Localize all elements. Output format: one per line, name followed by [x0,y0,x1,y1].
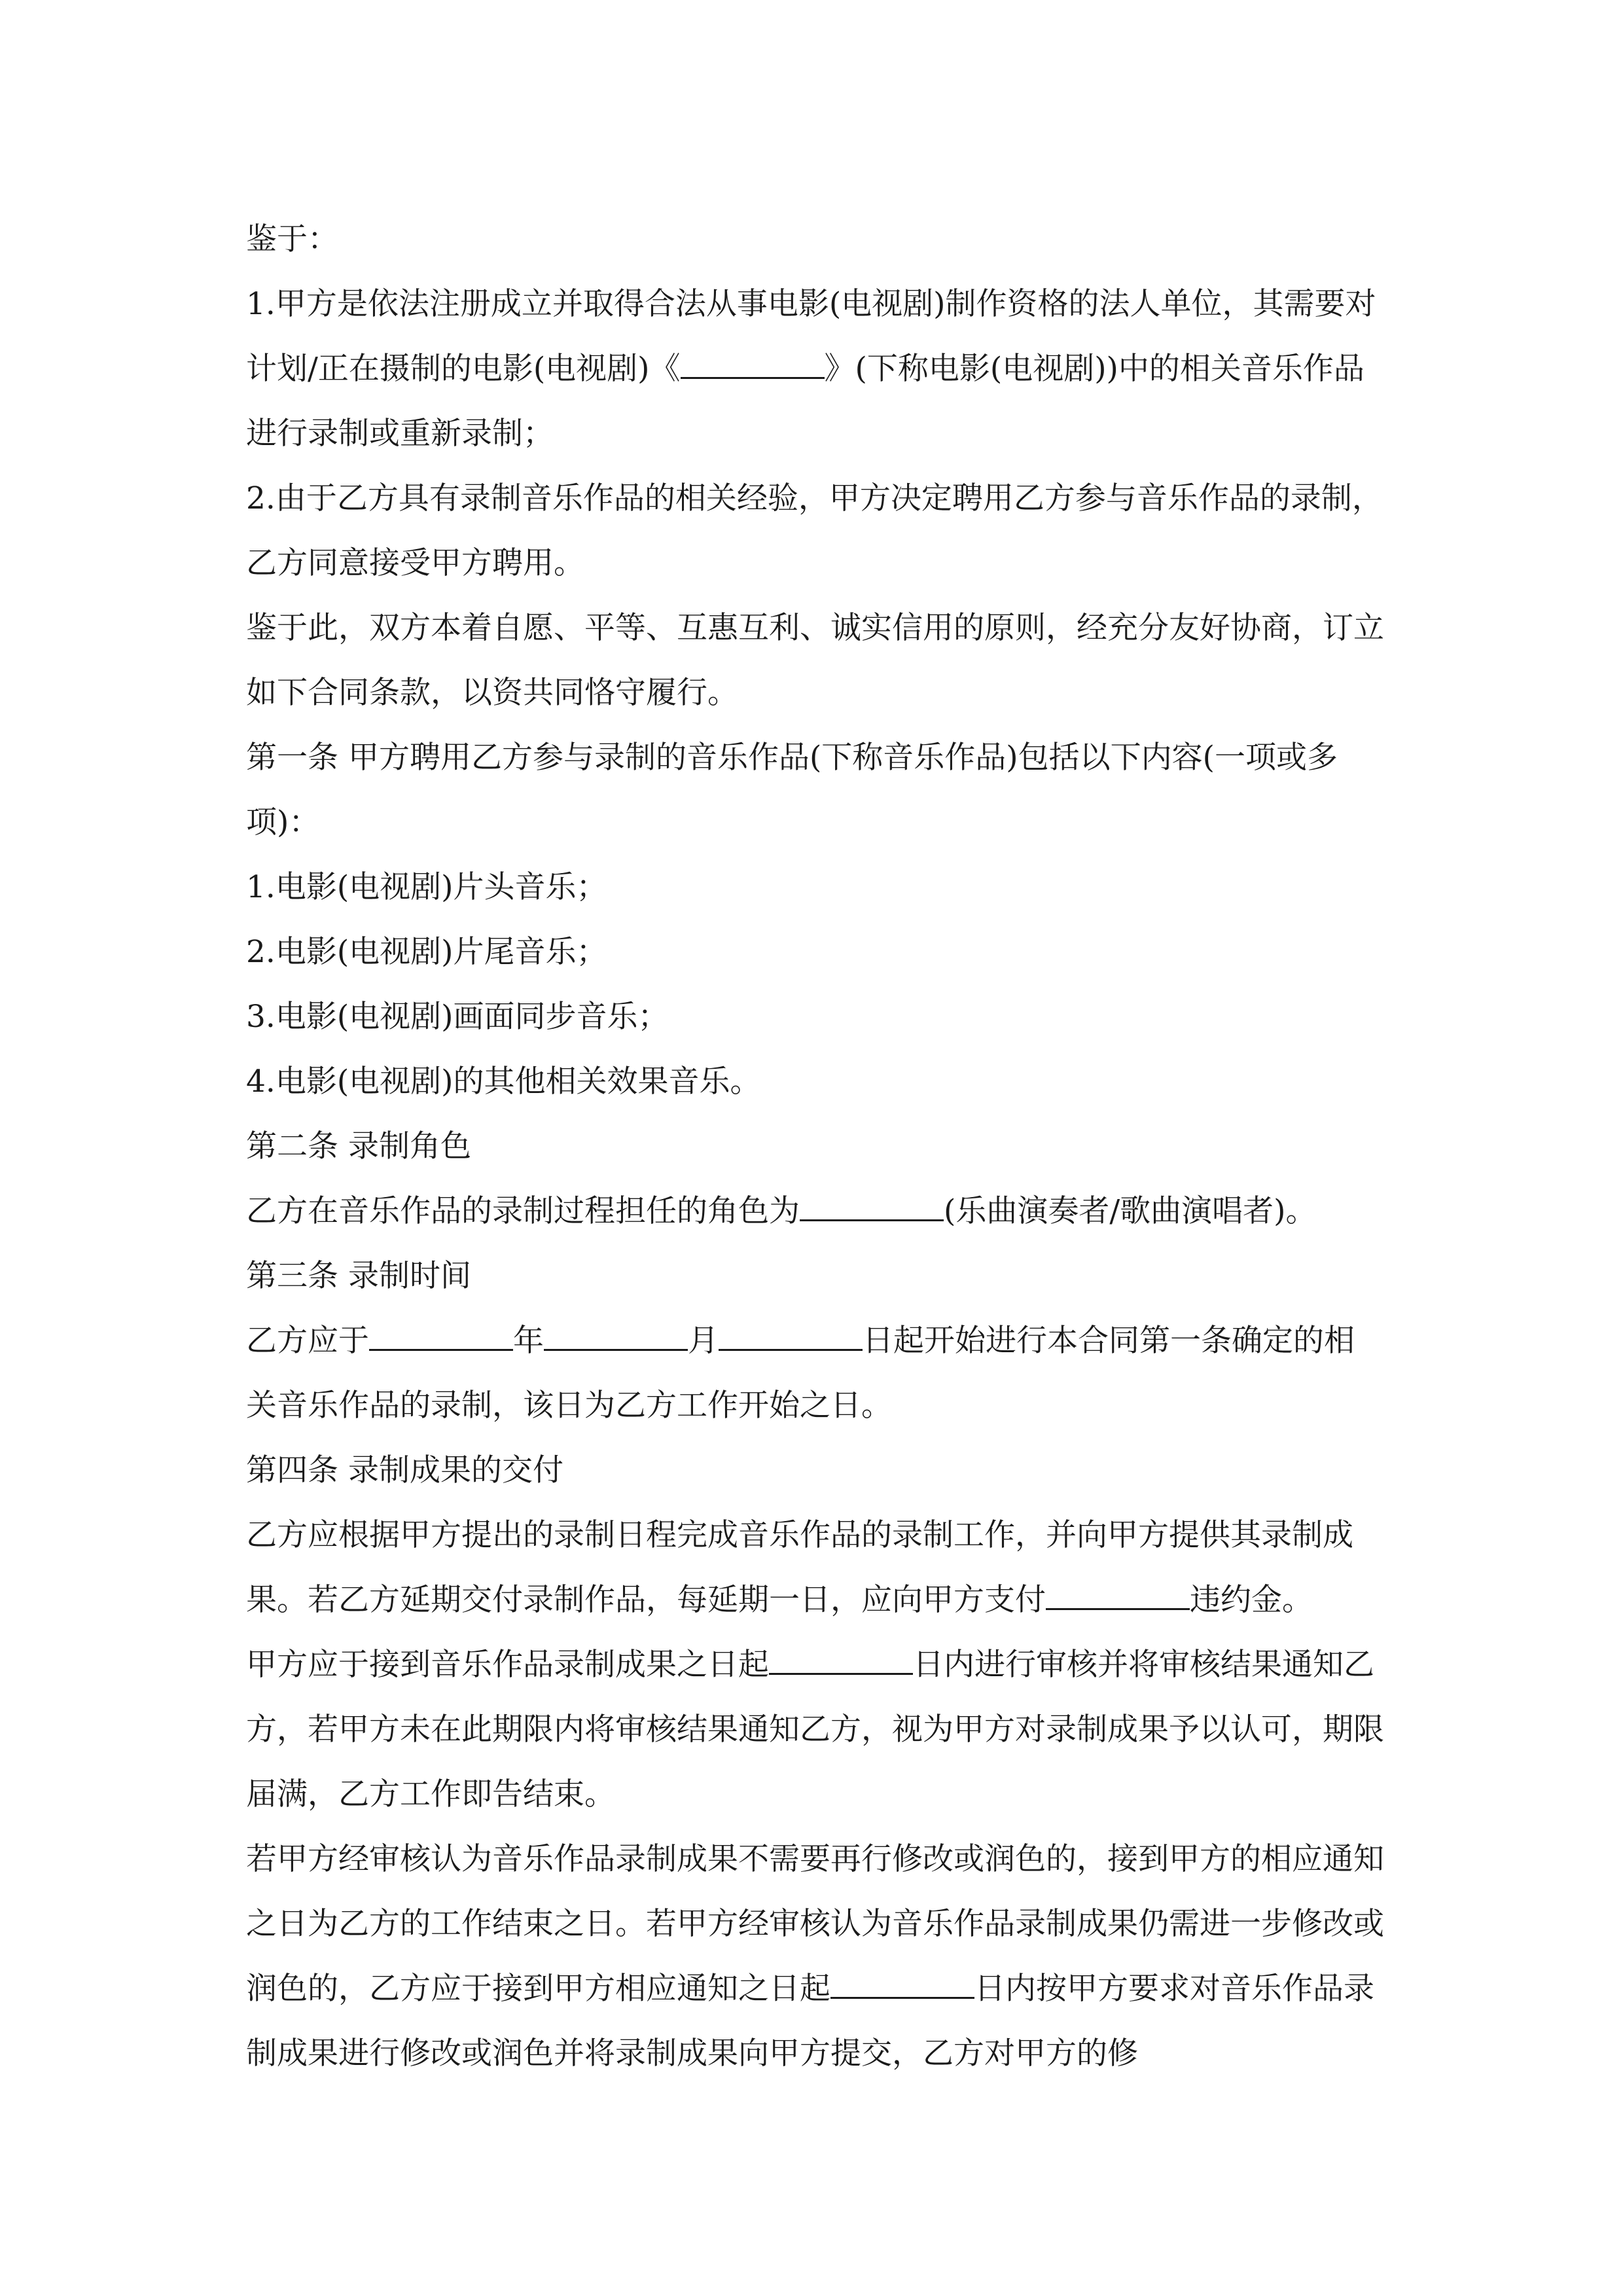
recital-2-text: 2.由于乙方具有录制音乐作品的相关经验，甲方决定聘用乙方参与音乐作品的录制，乙方同意接受甲方聘用。 [246,480,1383,581]
intro-line [246,207,1385,272]
article-4-p3-text-b: 日内按甲方要求对音乐作品录制成果进行修改或润色并将录制成果向甲方提交，乙方对甲方的修 [246,1971,1374,2072]
recital-1-text-b: 》(下称电影(电视剧))中的相关音乐作品进行录制或重新录制； [246,351,1364,452]
article-3-body [246,1308,1385,1438]
article-4-title [246,1438,1385,1503]
article-2-title-text: 第二条 录制角色 [246,1128,471,1164]
role-blank [800,1192,944,1221]
list-item-text: 3.电影(电视剧)画面同步音乐； [246,999,669,1035]
article-4-para-3 [246,1827,1385,2086]
document-body [246,207,1385,2086]
article-2-body [246,1179,1385,1244]
article-4-title-text: 第四条 录制成果的交付 [246,1452,563,1488]
day-blank [719,1321,863,1351]
month-blank [544,1321,688,1351]
article-4-p1-text-a: 乙方应根据甲方提出的录制日程完成音乐作品的录制工作，并向甲方提供其录制成果。若乙方延期交付录制作品，每延期一日，应向甲方支付 [246,1517,1353,1618]
article-2-title [246,1114,1385,1179]
article-4-p1-text-b: 违约金。 [1190,1582,1313,1618]
article-4-p3-text-a: 若甲方经审核认为音乐作品录制成果不需要再行修改或润色的，接到甲方的相应通知之日为乙方的工作结束之日。若甲方经审核认为音乐作品录制成果仍需进一步修改或润色的，乙方应于接到甲方相应通知之日起 [246,1841,1384,2007]
article-4-p2-text-b: 日内进行审核并将审核结果通知乙方，若甲方未在此期限内将审核结果通知乙方，视为甲方对录制成果予以认可，期限届满，乙方工作即告结束。 [246,1647,1384,1812]
article-3-title-text: 第三条 录制时间 [246,1258,471,1294]
article-4-p2-text-a: 甲方应于接到音乐作品录制成果之日起 [246,1647,769,1683]
recital-1-text-a: 1.甲方是依法注册成立并取得合法从事电影(电视剧)制作资格的法人单位，其需要对计划/正在摄制的电影(电视剧)《 [246,286,1376,387]
article-2-text-b: (乐曲演奏者/歌曲演唱者)。 [944,1193,1317,1229]
recital-1 [246,272,1385,466]
preamble [246,596,1385,725]
year-blank [369,1321,513,1351]
list-item [246,855,1385,920]
article-1 [246,725,1385,855]
article-2-text-a: 乙方在音乐作品的录制过程担任的角色为 [246,1193,800,1229]
list-item-text: 2.电影(电视剧)片尾音乐； [246,934,607,970]
article-3-text-c: 月 [688,1323,719,1359]
article-3-text-a: 乙方应于 [246,1323,369,1359]
article-3-text-d: 日起开始进行本合同第一条确定的相关音乐作品的录制，该日为乙方工作开始之日。 [246,1323,1355,1424]
article-4-para-1 [246,1503,1385,1632]
article-1-text: 第一条 甲方聘用乙方参与录制的音乐作品(下称音乐作品)包括以下内容(一项或多项)： [246,740,1338,840]
list-item [246,984,1385,1049]
penalty-blank [1046,1581,1190,1610]
list-item-text: 1.电影(电视剧)片头音乐； [246,869,607,905]
list-item [246,1049,1385,1114]
revision-days-blank [830,1969,974,1999]
review-days-blank [769,1645,913,1675]
list-item-text: 4.电影(电视剧)的其他相关效果音乐。 [246,1064,761,1100]
article-3-text-b: 年 [513,1323,544,1359]
article-4-para-2 [246,1632,1385,1827]
list-item [246,920,1385,984]
film-title-blank [681,350,825,379]
recital-2 [246,466,1385,596]
intro-text: 鉴于： [246,221,338,257]
article-3-title [246,1244,1385,1308]
preamble-text: 鉴于此，双方本着自愿、平等、互惠互利、诚实信用的原则，经充分友好协商，订立如下合同条款，以资共同恪守履行。 [246,610,1384,711]
